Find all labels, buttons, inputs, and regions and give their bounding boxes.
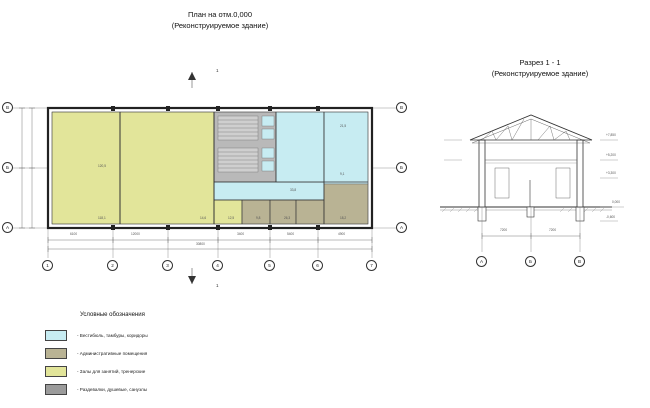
section-axis-b: Б — [525, 256, 536, 267]
plan-dim-5: 4900 — [338, 232, 346, 236]
legend-label-admin: - Административные помещения — [77, 350, 148, 356]
plan-dim-2: 12000 — [131, 232, 140, 236]
room-area-9: 9,1 — [340, 172, 345, 176]
section-title-line2: (Реконструируемое здание) — [491, 68, 589, 78]
plan-axis-right-b: Б — [396, 162, 407, 173]
plan-axis-left-b: Б — [2, 162, 13, 173]
plan-axis-1: 1 — [42, 260, 53, 271]
section-elev-1: +7,850 — [606, 133, 616, 137]
legend — [45, 326, 305, 398]
room-area-10: 33,8 — [290, 188, 297, 192]
plan-title-line2: (Реконструируемое здание) — [171, 20, 269, 30]
section-elev-2: +5,200 — [606, 153, 616, 157]
plan-axis-right-a: А — [396, 222, 407, 233]
section-elev-3: +3,300 — [606, 171, 616, 175]
legend-item — [45, 362, 305, 380]
legend-item — [45, 326, 305, 344]
plan-axis-7: 7 — [366, 260, 377, 271]
legend-swatch-lockers — [45, 384, 67, 395]
section-dim-1: 7200 — [500, 228, 508, 232]
room-area-2: 118,1 — [98, 216, 106, 220]
legend-label-lockers: - Раздевалки, душевые, санузлы — [77, 386, 148, 392]
legend-item — [45, 344, 305, 362]
plan-dim-1: 6100 — [70, 232, 78, 236]
legend-label-halls: - Залы для занятий, тренерские — [77, 368, 146, 374]
legend-swatch-halls — [45, 366, 67, 377]
section-mark-top: 1 — [216, 68, 219, 73]
section-axis-a: А — [476, 256, 487, 267]
section-axis-v: В — [574, 256, 585, 267]
plan-axis-left-v: В — [2, 102, 13, 113]
plan-axis-3: 3 — [162, 260, 173, 271]
room-area-7: 18,2 — [340, 216, 347, 220]
room-area-3: 14,6 — [200, 216, 207, 220]
section-title-line1: Разрез 1 - 1 — [519, 58, 561, 67]
plan-axis-right-v: В — [396, 102, 407, 113]
plan-title-line1: План на отм.0,000 — [187, 10, 252, 19]
plan-axis-6: 6 — [312, 260, 323, 271]
room-area-8: 21,5 — [340, 124, 347, 128]
legend-swatch-lobby — [45, 330, 67, 341]
plan-dim-3: 3400 — [237, 232, 245, 236]
plan-axis-4: 4 — [212, 260, 223, 271]
plan-axis-2: 2 — [107, 260, 118, 271]
section-dim-2: 7200 — [549, 228, 557, 232]
legend-item — [45, 380, 305, 398]
legend-title: Условные обозначения — [80, 312, 145, 318]
section-elev-5: -0,600 — [606, 215, 616, 219]
section-mark-bottom: 1 — [216, 283, 219, 288]
room-area-5: 9,8 — [256, 216, 261, 220]
room-area-1: 120,5 — [98, 164, 106, 168]
section-elev-4: 0,000 — [612, 200, 620, 204]
plan-axis-left-a: А — [2, 222, 13, 233]
plan-dim-4: 5400 — [287, 232, 295, 236]
plan-dim-overall: 30800 — [196, 242, 205, 246]
room-area-6: 26,3 — [284, 216, 291, 220]
plan-axis-5: 5 — [264, 260, 275, 271]
legend-label-lobby: - Вестибюль, тамбуры, коридоры — [77, 332, 148, 338]
legend-swatch-admin — [45, 348, 67, 359]
room-area-4: 12,5 — [228, 216, 235, 220]
